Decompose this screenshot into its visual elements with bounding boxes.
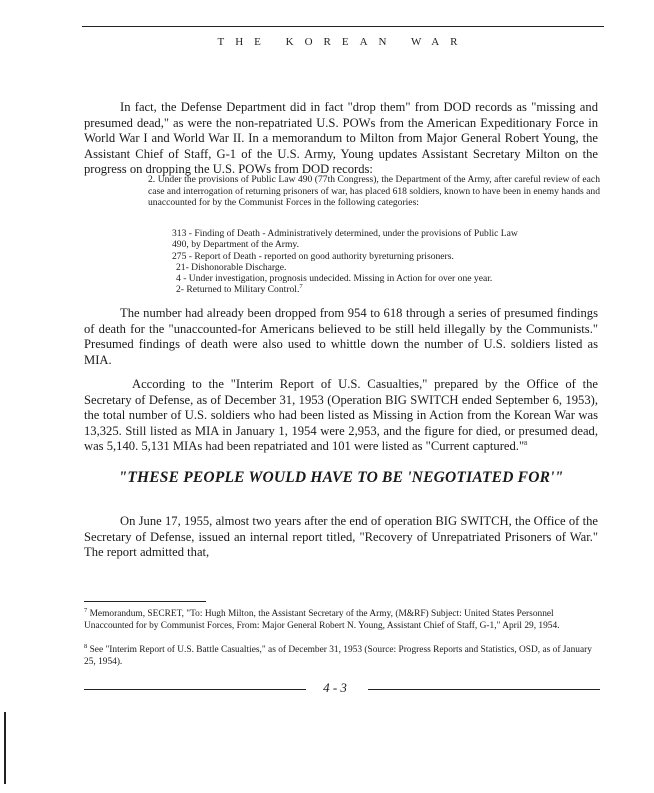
list-item-text: 2- Returned to Military Control. (176, 284, 300, 296)
block-quote-public-law: 2. Under the provisions of Public Law 490 (77th Congress), the Department of the Army, after careful review of each case and interrogation of returning prisoners of war, has placed 618 soldiers, known to have been in enemy hands and unaccounted for by the Communist Forces in the following categories: (148, 174, 600, 209)
paragraph-june-1955: On June 17, 1955, almost two years after the end of operation BIG SWITCH, the Office of the Secretary of Defense, issued an internal report titled, "Recovery of Unrepatriated Prisoners of War." The report admitted that, (84, 514, 598, 560)
footnote-text: Memorandum, SECRET, "To: Hugh Milton, the Assistant Secretary of the Army, (M&RF) Subject: United States Personnel Unaccounted for by Communist Forces, From: Major General Robert N. Young, Assistant Chief of Staff, G-1," April 29, 1954. (84, 609, 560, 631)
paragraph-interim-report (84, 377, 598, 455)
list-item: 21- Dishonorable Discharge. (176, 261, 287, 273)
paragraph-text: According to the "Interim Report of U.S. Casualties," prepared by the Office of the Secretary of Defense, as of December 31, 1953 (Operation BIG SWITCH ended September 6, 1953), the total number of U.S. soldiers who had been listed as Missing in Action from the Korean War was 13,325. Still listed as MIA in January 1, 1954 were 2,953, and the figure for died, or presumed dead, was 5,140. 5,131 MIAs had been repatriated and 101 were listed as "Current captured." (84, 377, 598, 454)
scan-margin-mark (4, 712, 6, 784)
footnote-8 (84, 644, 598, 668)
page-number: 4 - 3 (323, 680, 347, 695)
list-item: 4 - Under investigation, prognosis undecided. Missing in Action for over one year. (176, 273, 493, 285)
paragraph-number-dropped: The number had already been dropped from 954 to 618 through a series of presumed findings of death for the "unaccounted-for Americans believed to be still held illegally by the Communists." Presumed findings of death were also used to whittle down the number of U.S. soldiers listed as MIA. (84, 306, 598, 367)
section-heading: "THESE PEOPLE WOULD HAVE TO BE 'NEGOTIATED FOR'" (118, 469, 564, 486)
footnote-ref: 8 (524, 440, 528, 448)
footnote-mark: 8 (84, 642, 88, 650)
paragraph-defense-department: In fact, the Defense Department did in fact "drop them" from DOD records as "missing and presumed dead," as were the non-repatriated U.S. POWs from the American Expeditionary Force in World War I and World War II. In a memorandum to Milton from Major General Robert Young, the Assistant Chief of Staff, G-1 of the U.S. Army, Young updates Assistant Secretary Milton on the progress on dropping the U.S. POWs from DOD records: (84, 100, 598, 177)
footnote-mark: 7 (84, 606, 88, 614)
list-item: 275 - Report of Death - reported on good authority byreturning prisoners. (172, 250, 454, 262)
list-item: 490, by Department of the Army. (172, 239, 299, 251)
footer-rule-right (368, 689, 600, 690)
casualty-category-list (172, 228, 592, 296)
list-item: 313 - Finding of Death - Administratively determined, under the provisions of Public Law (172, 228, 518, 239)
header-rule (82, 26, 604, 27)
running-head: THE KOREAN WAR (217, 36, 469, 48)
footnote-text: See "Interim Report of U.S. Battle Casualties," as of December 31, 1953 (Source: Progress Reports and Statistics, OSD, as of January 25, 1954). (84, 645, 592, 667)
footnote-rule (84, 601, 206, 602)
footer-rule-left (84, 689, 306, 690)
footnote-ref: 7 (299, 283, 303, 291)
list-item (172, 284, 592, 295)
footnote-7 (84, 608, 598, 632)
